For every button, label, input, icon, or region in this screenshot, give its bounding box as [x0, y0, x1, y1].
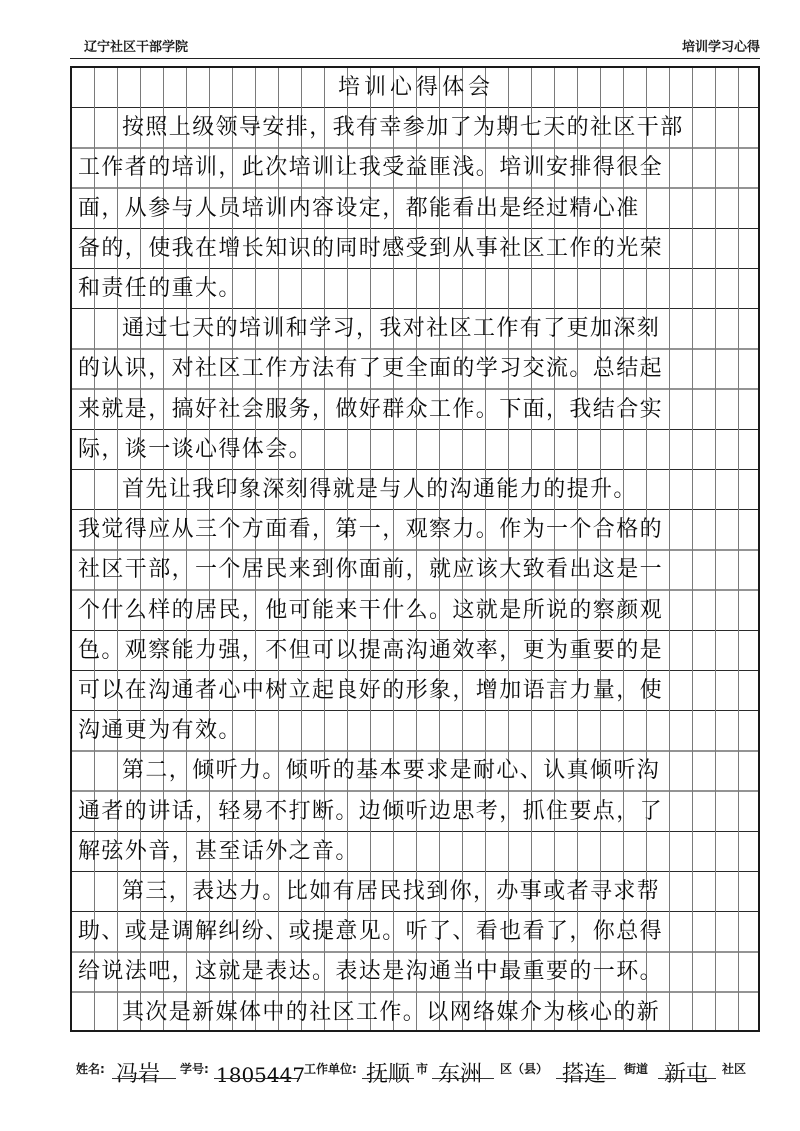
- community-value: 新屯: [664, 1062, 709, 1087]
- name-label: 姓名:: [76, 1062, 105, 1076]
- district-underline: [432, 1078, 494, 1079]
- work-unit-label: 工作单位:: [304, 1062, 357, 1076]
- essay-line: 个什么样的居民，他可能来干什么。这就是所说的察颜观: [78, 597, 664, 623]
- essay-line: 其次是新媒体中的社区工作。以网络媒介为核心的新: [122, 999, 661, 1025]
- street-label: 街道: [624, 1062, 649, 1076]
- essay-line: 通者的讲话，轻易不打断。边倾听边思考，抓住要点，了: [78, 798, 664, 824]
- essay-line: 可以在沟通者心中树立起良好的形象，增加语言力量，使: [78, 678, 664, 703]
- essay-line: 首先让我印象深刻得就是与人的沟通能力的提升。: [122, 477, 637, 502]
- student-id-value: 1805447: [216, 1063, 306, 1087]
- header-doc-type: 培训学习心得: [681, 40, 760, 55]
- student-id-underline: [214, 1078, 300, 1079]
- district-label: 区（县）: [500, 1062, 549, 1076]
- header-institution: 辽宁社区干部学院: [84, 40, 189, 55]
- community-underline: [658, 1078, 716, 1079]
- essay-line: 备的，使我在增长知识的同时感受到从事社区工作的光荣: [78, 235, 664, 261]
- name-value: 冯岩: [116, 1062, 161, 1087]
- student-info-footer: [76, 1052, 766, 1087]
- essay-line: 按照上级领导安排，我有幸参加了为期七天的社区干部: [122, 115, 684, 141]
- essay-title: 培训心得体会: [337, 75, 494, 100]
- city-label: 市: [416, 1062, 429, 1076]
- community-label: 社区: [722, 1062, 747, 1076]
- writing-grid-sheet: [70, 66, 760, 1032]
- essay-line: 通过七天的培训和学习，我对社区工作有了更加深刻: [122, 316, 661, 342]
- essay-line: 和责任的重大。: [78, 276, 242, 301]
- essay-line: 际，谈一谈心得体会。: [78, 436, 313, 462]
- essay-line: 第三，表达力。比如有居民找到你，办事或者寻求帮: [122, 879, 661, 904]
- essay-line: 助、或是调解纠纷、或提意见。听了、看也看了，你总得: [78, 919, 664, 945]
- essay-line: 沟通更为有效。: [78, 718, 242, 744]
- student-id-label: 学号:: [180, 1062, 209, 1076]
- header-rule: [70, 58, 760, 59]
- city-underline: [362, 1078, 414, 1079]
- essay-line: 面，从参与人员培训内容设定，都能看出是经过精心准: [78, 195, 640, 221]
- essay-line: 来就是，搞好社会服务，做好群众工作。下面，我结合实: [78, 396, 664, 422]
- essay-line: 社区干部，一个居民来到你面前，就应该大致看出这是一: [78, 557, 664, 583]
- street-value: 搭连: [562, 1062, 607, 1087]
- essay-line: 的认识，对社区工作方法有了更全面的学习交流。总结起: [78, 356, 664, 382]
- essay-line: 给说法吧，这就是表达。表达是沟通当中最重要的一环。: [78, 959, 664, 985]
- street-underline: [556, 1078, 616, 1079]
- essay-line: 第二，倾听力。倾听的基本要求是耐心、认真倾听沟: [122, 758, 661, 784]
- essay-line: 解弦外音，甚至话外之音。: [78, 838, 359, 864]
- essay-line: 色。观察能力强，不但可以提高沟通效率，更为重要的是: [78, 637, 664, 663]
- essay-line: 工作者的培训，此次培训让我受益匪浅。培训安排得很全: [78, 155, 664, 181]
- essay-line: 我觉得应从三个方面看，第一，观察力。作为一个合格的: [78, 517, 664, 543]
- city-value: 抚顺: [366, 1062, 411, 1087]
- district-value: 东洲: [438, 1062, 483, 1087]
- name-underline: [112, 1078, 176, 1079]
